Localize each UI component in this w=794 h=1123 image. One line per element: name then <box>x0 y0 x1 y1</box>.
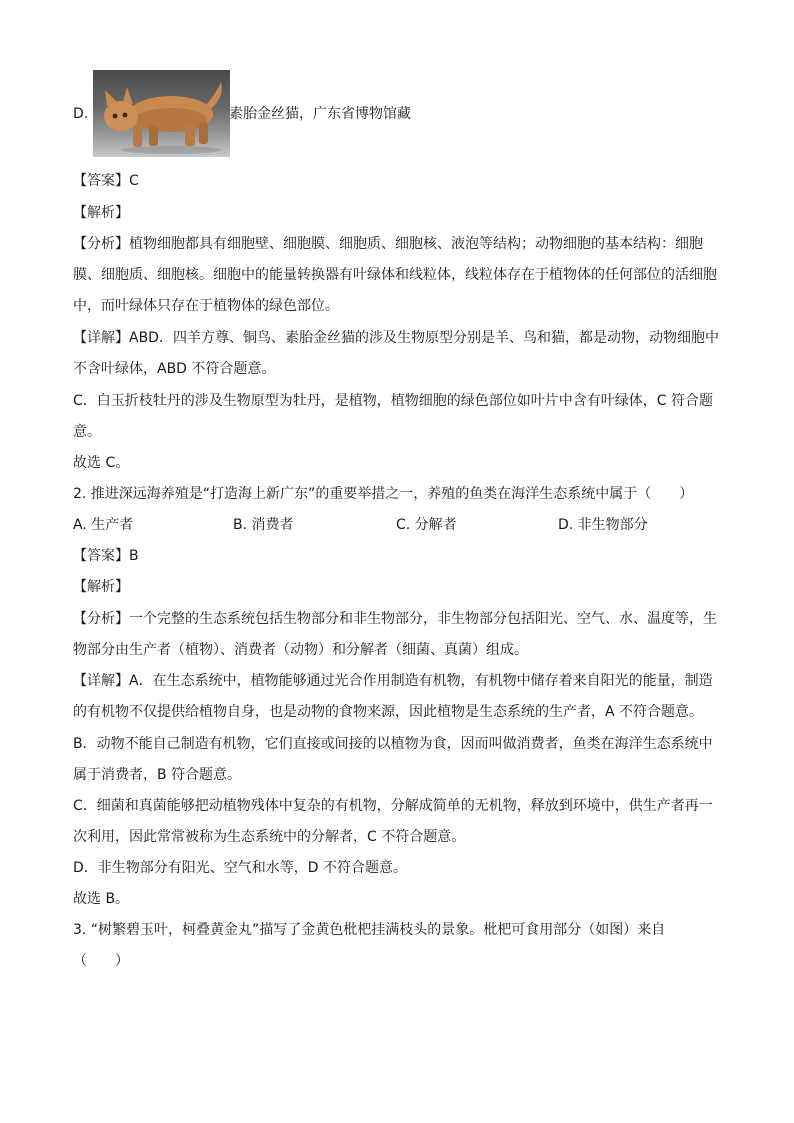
option-d-caption: 素胎金丝猫，广东省博物馆藏 <box>229 106 411 122</box>
q2-stem: 2. 推进深远海养殖是“打造海上新广东”的重要举措之一，养殖的鱼类在海洋生态系统中属于（ ） <box>73 486 694 502</box>
option-d-letter: D. <box>73 106 89 122</box>
q1-fenxi-line: 膜、细胞质、细胞核。细胞中的能量转换器有叶绿体和线粒体，线粒体存在于植物体的任何部位的活细胞 <box>73 267 717 283</box>
q1-xiangjie-line: C．白玉折枝牡丹的涉及生物原型为牡丹，是植物，植物细胞的绿色部位如叶片中含有叶绿体，C 符合题 <box>73 393 713 409</box>
q1-analysis-heading: 【解析】 <box>73 205 129 221</box>
q2-option-b: B. 消费者 <box>233 517 294 533</box>
q1-xiangjie-line: 故选 C。 <box>73 455 130 471</box>
q2-answer: 【答案】B <box>73 548 139 564</box>
q2-xiangjie-line: 的有机物不仅提供给植物自身，也是动物的食物来源，因此植物是生态系统的生产者，A 不符合题意。 <box>73 704 704 720</box>
q2-xiangjie-line: 故选 B。 <box>73 891 130 907</box>
q1-answer: 【答案】C <box>73 173 139 189</box>
q1-xiangjie-line: 【详解】ABD．四羊方尊、铜鸟、素胎金丝猫的涉及生物原型分别是羊、鸟和猫，都是动物，动物细胞中 <box>73 330 719 346</box>
q2-option-a: A. 生产者 <box>73 517 134 533</box>
q2-xiangjie-line: B．动物不能自己制造有机物，它们直接或间接的以植物为食，因而叫做消费者，鱼类在海洋生态系统中 <box>73 736 713 752</box>
q2-fenxi-line: 物部分由生产者（植物）、消费者（动物）和分解者（细菌、真菌）组成。 <box>73 642 528 658</box>
q2-option-c: C. 分解者 <box>396 517 457 533</box>
q3-stem-line: 3. “树繁碧玉叶，柯叠黄金丸”描写了金黄色枇杷挂满枝头的景象。枇杷可食用部分（如图）来自 <box>73 922 666 938</box>
q2-xiangjie-line: 次利用，因此常常被称为生态系统中的分解者，C 不符合题意。 <box>73 829 466 845</box>
q2-xiangjie-line: 【详解】A．在生态系统中，植物能够通过光合作用制造有机物，有机物中储存着来自阳光的能量，制造 <box>73 673 713 689</box>
q2-xiangjie-line: 属于消费者，B 符合题意。 <box>73 767 242 783</box>
q2-xiangjie-line: D．非生物部分有阳光、空气和水等，D 不符合题意。 <box>73 860 408 876</box>
q3-stem-line: （ ） <box>73 953 129 969</box>
q2-fenxi-line: 【分析】一个完整的生态系统包括生物部分和非生物部分，非生物部分包括阳光、空气、水、温度等，生 <box>73 611 717 627</box>
golden-cat-figurine-image <box>93 70 230 157</box>
q2-option-d: D. 非生物部分 <box>558 517 648 533</box>
q1-xiangjie-line: 不含叶绿体，ABD 不符合题意。 <box>73 361 276 377</box>
q1-fenxi-line: 【分析】植物细胞都具有细胞壁、细胞膜、细胞质、细胞核、液泡等结构；动物细胞的基本结构：细胞 <box>73 236 703 252</box>
q1-xiangjie-line: 意。 <box>73 424 101 440</box>
q1-fenxi-line: 中，而叶绿体只存在于植物体的绿色部位。 <box>73 298 339 314</box>
q2-analysis-heading: 【解析】 <box>73 579 129 595</box>
q2-xiangjie-line: C．细菌和真菌能够把动植物残体中复杂的有机物，分解成简单的无机物，释放到环境中，供生产者再一 <box>73 798 713 814</box>
